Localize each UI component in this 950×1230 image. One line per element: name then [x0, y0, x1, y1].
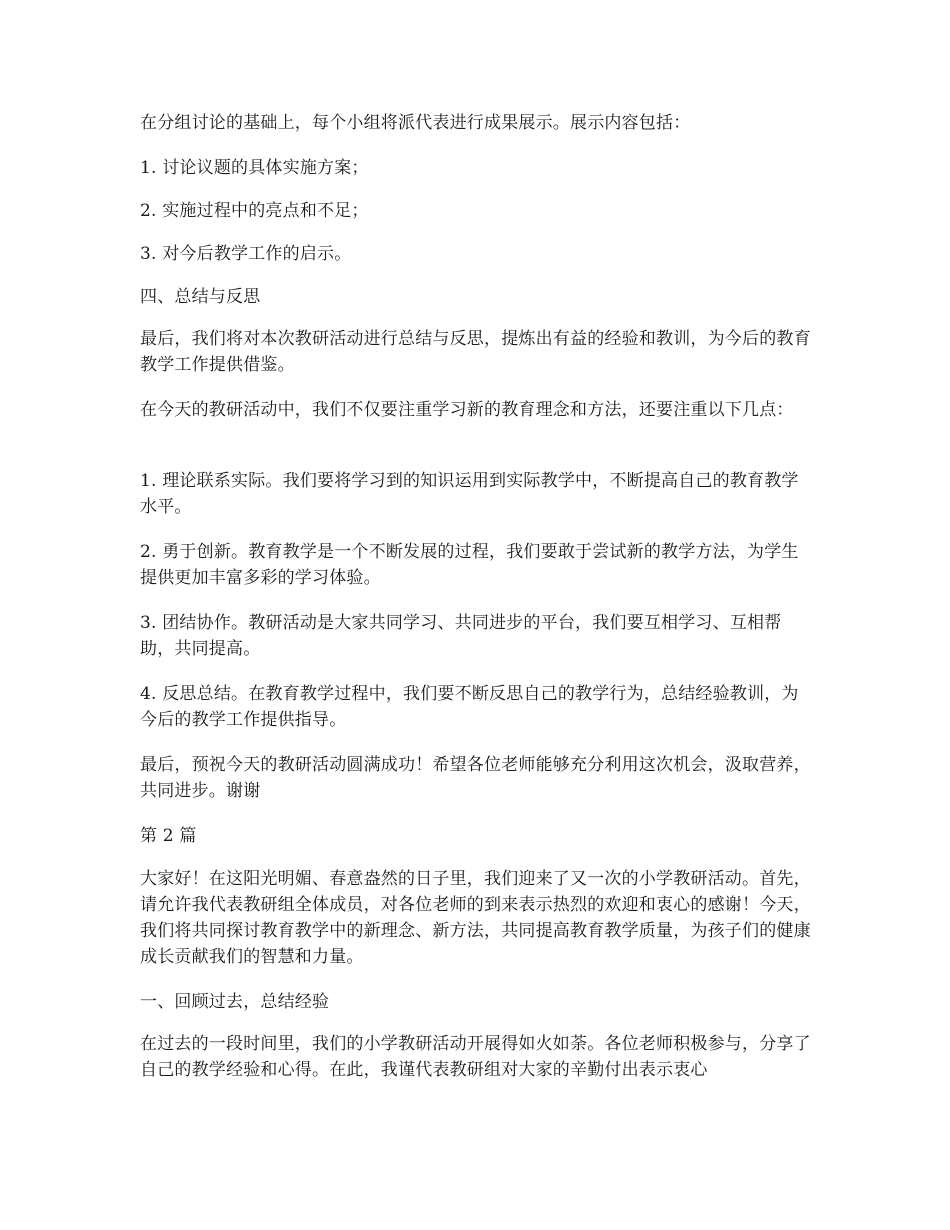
paragraph-closing: 最后，预祝今天的教研活动圆满成功！希望各位老师能够充分利用这次机会，汲取营养，共同进步。谢谢 [140, 755, 811, 801]
paragraph-greeting: 大家好！在这阳光明媚、春意盎然的日子里，我们迎来了又一次的小学教研活动。首先，请允许我代表教研组全体成员，对各位老师的到来表示热烈的欢迎和衷心的感谢！今天，我们将共同探讨教育教学中的新理念、新方法，共同提高教育教学质量，为孩子们的健康成长贡献我们的智慧和力量。 [140, 869, 811, 967]
list-item-cooperation: 3. 团结协作。教研活动是大家共同学习、共同进步的平台，我们要互相学习、互相帮助，共同提高。 [140, 613, 782, 659]
paragraph-review: 在过去的一段时间里，我们的小学教研活动开展得如火如荼。各位老师积极参与，分享了自己的教学经验和心得。在此，我谨代表教研组对大家的辛勤付出表示衷心 [140, 1034, 811, 1080]
article-number-heading: 第 2 篇 [140, 826, 197, 846]
paragraph-showcase-intro: 在分组讨论的基础上，每个小组将派代表进行成果展示。展示内容包括： [140, 113, 691, 133]
list-item-2: 2. 实施过程中的亮点和不足； [140, 201, 369, 221]
list-item-innovation: 2. 勇于创新。教育教学是一个不断发展的过程，我们要敢于尝试新的教学方法，为学生提供更加丰富多彩的学习体验。 [140, 542, 799, 588]
list-item-theory-practice: 1. 理论联系实际。我们要将学习到的知识运用到实际教学中，不断提高自己的教育教学水平。 [140, 471, 799, 517]
list-item-1: 1. 讨论议题的具体实施方案； [140, 158, 369, 178]
list-item-reflection: 4. 反思总结。在教育教学过程中，我们要不断反思自己的教学行为，总结经验教训，为今后的教学工作提供指导。 [140, 684, 799, 730]
section-heading-review: 一、回顾过去，总结经验 [140, 992, 330, 1012]
list-item-3: 3. 对今后教学工作的启示。 [140, 244, 352, 264]
section-heading-summary: 四、总结与反思 [140, 287, 261, 307]
paragraph-summary: 最后，我们将对本次教研活动进行总结与反思，提炼出有益的经验和教训，为今后的教育教学工作提供借鉴。 [140, 329, 811, 375]
paragraph-key-points-intro: 在今天的教研活动中，我们不仅要注重学习新的教育理念和方法，还要注重以下几点： [140, 400, 794, 420]
